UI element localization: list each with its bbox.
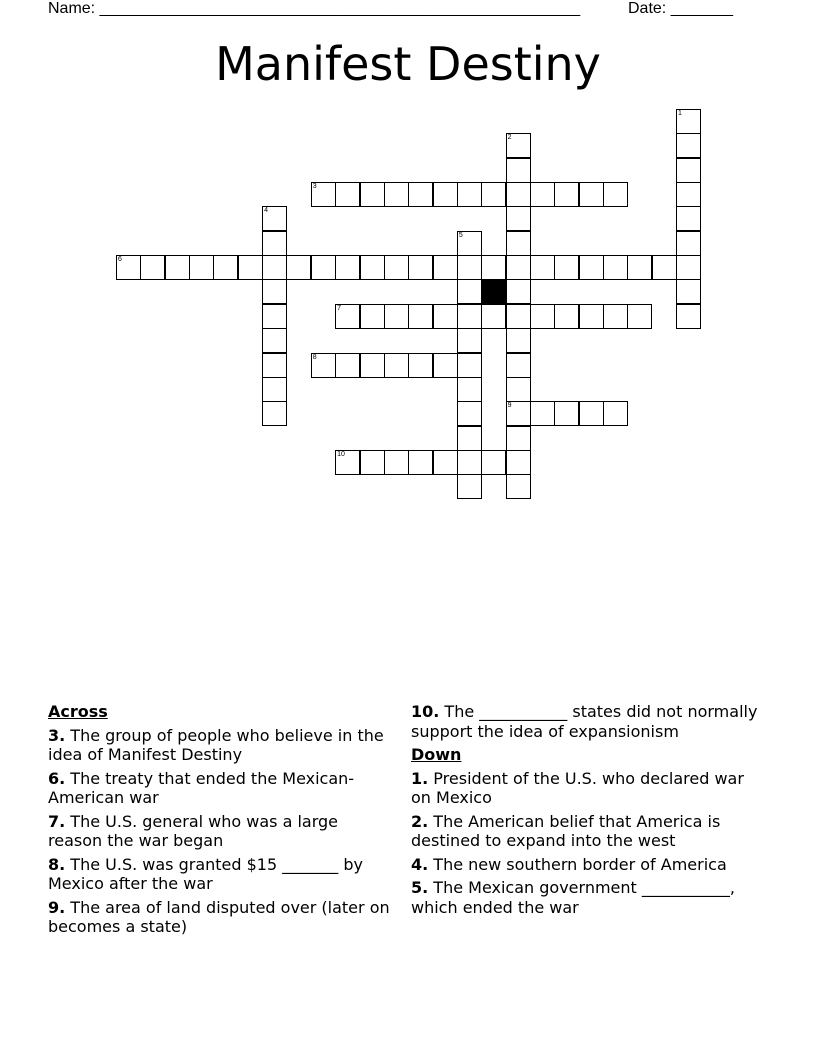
name-field: Name: ______________________________________________________ xyxy=(48,0,581,17)
grid-cell[interactable] xyxy=(579,401,604,426)
grid-cell[interactable] xyxy=(457,401,482,426)
grid-cell[interactable] xyxy=(433,255,458,280)
grid-cell[interactable] xyxy=(457,328,482,353)
grid-cell[interactable] xyxy=(360,450,385,475)
clue-number: 4. xyxy=(411,854,429,874)
grid-cell[interactable] xyxy=(506,401,531,426)
grid-cell[interactable] xyxy=(262,304,287,329)
grid-cell[interactable] xyxy=(676,279,701,304)
grid-cell[interactable] xyxy=(238,255,263,280)
grid-cell[interactable] xyxy=(554,255,579,280)
grid-cell[interactable] xyxy=(506,231,531,256)
clue-across-6 xyxy=(48,769,393,808)
grid-cell[interactable] xyxy=(262,353,287,378)
grid-cell[interactable] xyxy=(384,450,409,475)
date-field: Date: _______ xyxy=(628,0,733,17)
grid-cell[interactable] xyxy=(335,353,360,378)
clue-text: The new southern border of America xyxy=(428,854,727,874)
grid-cell[interactable] xyxy=(554,182,579,207)
clue-down-2 xyxy=(411,812,766,851)
clue-down-1 xyxy=(411,769,766,808)
grid-cell[interactable] xyxy=(384,255,409,280)
grid-cell[interactable] xyxy=(384,304,409,329)
clue-text: The U.S. was granted $15 _______ by Mexico after the war xyxy=(48,854,363,893)
grid-cell[interactable] xyxy=(262,377,287,402)
clue-across-9 xyxy=(48,898,393,937)
clue-number: 9. xyxy=(48,897,66,917)
clue-number-label: 8 xyxy=(312,353,317,361)
puzzle-title: Manifest Destiny xyxy=(215,37,601,91)
clue-number-label: 1 xyxy=(678,110,682,117)
clue-text: The American belief that America is destined to expand into the west xyxy=(411,811,721,850)
grid-cell[interactable] xyxy=(335,304,360,329)
grid-cell[interactable] xyxy=(676,133,701,158)
grid-cell[interactable] xyxy=(262,206,287,231)
grid-cell[interactable] xyxy=(360,353,385,378)
grid-cell[interactable] xyxy=(481,450,506,475)
grid-cell[interactable] xyxy=(676,304,701,329)
grid-cell[interactable] xyxy=(506,377,531,402)
grid-cell[interactable] xyxy=(116,255,141,280)
grid-cell[interactable] xyxy=(408,182,433,207)
grid-cell[interactable] xyxy=(579,304,604,329)
clue-across-3 xyxy=(48,726,393,765)
grid-cell[interactable] xyxy=(506,158,531,183)
grid-cell[interactable] xyxy=(262,279,287,304)
grid-cell[interactable] xyxy=(676,255,701,280)
grid-cell[interactable] xyxy=(530,304,555,329)
grid-cell[interactable] xyxy=(433,304,458,329)
grid-cell[interactable] xyxy=(506,450,531,475)
grid-cell[interactable] xyxy=(457,426,482,451)
grid-cell[interactable] xyxy=(457,279,482,304)
grid-cell[interactable] xyxy=(506,182,531,207)
grid-cell[interactable] xyxy=(189,255,214,280)
grid-cell[interactable] xyxy=(481,182,506,207)
grid-cell[interactable] xyxy=(457,304,482,329)
clue-number-label: 6 xyxy=(118,256,122,264)
clue-across-7 xyxy=(48,812,393,851)
grid-cell[interactable] xyxy=(457,255,482,280)
grid-cell[interactable] xyxy=(360,255,385,280)
grid-cell[interactable] xyxy=(506,206,531,231)
grid-cell[interactable] xyxy=(506,328,531,353)
clue-text: The Mexican government ___________, which ended the war xyxy=(411,878,735,917)
clue-number: 1. xyxy=(411,768,429,788)
grid-cell[interactable] xyxy=(457,377,482,402)
clue-text: The group of people who believe in the idea of Manifest Destiny xyxy=(48,725,384,764)
grid-cell[interactable] xyxy=(506,304,531,329)
grid-cell[interactable] xyxy=(408,304,433,329)
grid-cell[interactable] xyxy=(627,255,652,280)
clue-text: The treaty that ended the Mexican-American war xyxy=(48,768,355,807)
grid-cell[interactable] xyxy=(603,401,628,426)
grid-cell[interactable] xyxy=(676,206,701,231)
grid-cell[interactable] xyxy=(408,353,433,378)
grid-cell[interactable] xyxy=(627,304,652,329)
clue-text: President of the U.S. who declared war on Mexico xyxy=(411,768,744,807)
clue-number-label: 7 xyxy=(337,304,342,312)
clue-number-label: 2 xyxy=(507,134,512,142)
grid-cell[interactable] xyxy=(433,450,458,475)
grid-cell[interactable] xyxy=(506,255,531,280)
grid-cell[interactable] xyxy=(603,304,628,329)
grid-cell[interactable] xyxy=(140,255,165,280)
grid-cell[interactable] xyxy=(506,133,531,158)
grid-cell[interactable] xyxy=(457,182,482,207)
grid-cell[interactable] xyxy=(408,450,433,475)
grid-cell[interactable] xyxy=(457,353,482,378)
clue-number-label: 10 xyxy=(337,450,345,458)
clue-across-8 xyxy=(48,855,393,894)
grid-cell[interactable] xyxy=(457,474,482,499)
grid-cell[interactable] xyxy=(360,182,385,207)
black-square xyxy=(481,279,506,304)
grid-cell[interactable] xyxy=(676,158,701,183)
clue-down-5 xyxy=(411,878,766,917)
grid-cell[interactable] xyxy=(360,304,385,329)
grid-cell[interactable] xyxy=(530,255,555,280)
grid-cell[interactable] xyxy=(506,426,531,451)
grid-cell[interactable] xyxy=(506,474,531,499)
grid-cell[interactable] xyxy=(433,182,458,207)
grid-cell[interactable] xyxy=(165,255,190,280)
clue-number: 2. xyxy=(411,811,429,831)
grid-cell[interactable] xyxy=(262,328,287,353)
clue-number: 8. xyxy=(48,854,66,874)
clue-number-label: 3 xyxy=(312,183,317,191)
clue-across-10 xyxy=(411,702,766,741)
grid-cell[interactable] xyxy=(335,255,360,280)
grid-cell[interactable] xyxy=(579,255,604,280)
clue-down-4 xyxy=(411,855,766,875)
grid-cell[interactable] xyxy=(676,231,701,256)
grid-cell[interactable] xyxy=(335,450,360,475)
clue-number: 10. xyxy=(411,702,440,721)
crossword-grid xyxy=(0,0,816,520)
grid-cell[interactable] xyxy=(262,231,287,256)
grid-cell[interactable] xyxy=(579,182,604,207)
grid-cell[interactable] xyxy=(603,255,628,280)
grid-cell[interactable] xyxy=(335,182,360,207)
clue-number: 7. xyxy=(48,811,66,831)
grid-cell[interactable] xyxy=(262,255,287,280)
clue-text: The area of land disputed over (later on becomes a state) xyxy=(48,897,390,936)
down-heading: Down xyxy=(411,745,462,764)
clue-text: The U.S. general who was a large reason the war began xyxy=(48,811,339,850)
grid-cell[interactable] xyxy=(384,353,409,378)
grid-cell[interactable] xyxy=(457,231,482,256)
grid-cell[interactable] xyxy=(213,255,238,280)
grid-cell[interactable] xyxy=(652,255,677,280)
grid-cell[interactable] xyxy=(530,182,555,207)
clue-number-label: 9 xyxy=(507,402,512,410)
grid-cell[interactable] xyxy=(286,255,311,280)
grid-cell[interactable] xyxy=(384,182,409,207)
grid-cell[interactable] xyxy=(433,353,458,378)
grid-cell[interactable] xyxy=(262,401,287,426)
clue-text: The ___________ states did not normally support the idea of expansionism xyxy=(411,702,758,741)
grid-cell[interactable] xyxy=(530,401,555,426)
grid-cell[interactable] xyxy=(676,109,701,134)
clues-right-column xyxy=(411,702,766,921)
clue-number: 3. xyxy=(48,725,66,745)
grid-cell[interactable] xyxy=(408,255,433,280)
grid-cell[interactable] xyxy=(506,279,531,304)
grid-cell[interactable] xyxy=(506,353,531,378)
grid-cell[interactable] xyxy=(603,182,628,207)
grid-cell[interactable] xyxy=(311,182,336,207)
grid-cell[interactable] xyxy=(311,255,336,280)
clues-left-column xyxy=(48,702,393,941)
clue-number-label: 4 xyxy=(264,207,268,215)
clue-number-label: 5 xyxy=(458,231,463,239)
grid-cell[interactable] xyxy=(311,353,336,378)
grid-cell[interactable] xyxy=(554,304,579,329)
grid-cell[interactable] xyxy=(481,255,506,280)
grid-cell[interactable] xyxy=(554,401,579,426)
grid-cell[interactable] xyxy=(676,182,701,207)
clue-number: 5. xyxy=(411,878,429,897)
grid-cell[interactable] xyxy=(481,304,506,329)
across-heading: Across xyxy=(48,702,108,721)
clue-number: 6. xyxy=(48,768,66,788)
grid-cell[interactable] xyxy=(457,450,482,475)
